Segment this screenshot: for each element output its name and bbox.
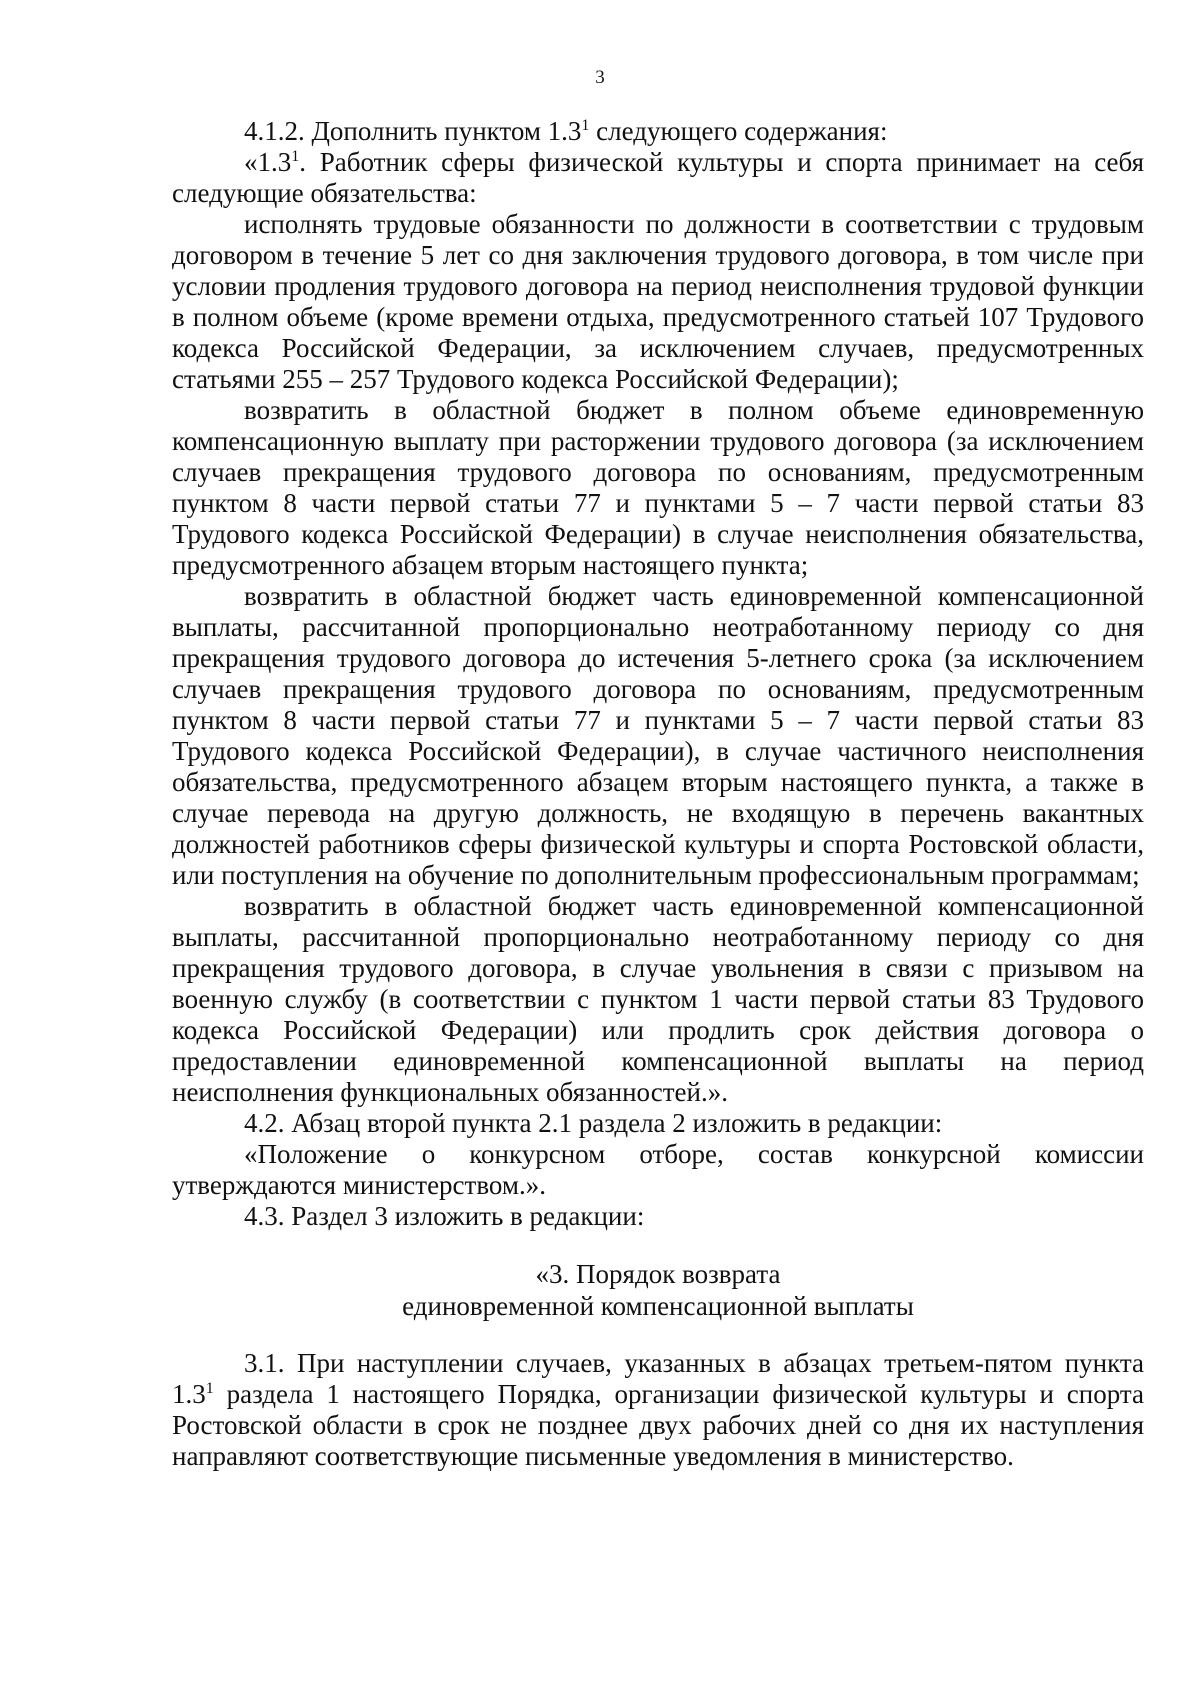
section-heading-line-1: «3. Порядок возврата xyxy=(535,1259,781,1289)
paragraph-3-1 xyxy=(172,1348,1144,1472)
paragraph-text: следующего содержания: xyxy=(589,116,888,146)
paragraph-1-3-1 xyxy=(172,147,1144,209)
superscript: 1 xyxy=(581,117,590,134)
obligation-paragraph-1: исполнять трудовые обязанности по должности в соответствии с трудовым договором в течение 5 лет со дня заключения трудового договора, в том числе при условии продления трудового договора на период неисполнения трудовой функции в полном объеме (кроме времени отдыха, предусмотренного статьей 107 Трудового кодекса Российской Федерации, за исключением случаев, предусмотренных статьями 255 – 257 Трудового кодекса Российской Федерации); xyxy=(172,209,1144,394)
page-number: 3 xyxy=(595,67,605,88)
paragraph-4-1-2 xyxy=(172,116,1144,147)
superscript: 1 xyxy=(205,1380,214,1397)
paragraph-text: 4.1.2. Дополнить пунктом 1.3 xyxy=(244,116,582,146)
obligation-paragraph-4: возвратить в областной бюджет часть единовременной компенсационной выплаты, рассчитанной пропорционально неотработанному периоду со дня прекращения трудового договора, в случае увольнения в связи с призывом на военную службу (в соответствии с пунктом 1 части первой статьи 83 Трудового кодекса Российской Федерации) или продлить срок действия договора о предоставлении единовременной компенсационной выплаты на период неисполнения функциональных обязанностей.». xyxy=(172,891,1144,1107)
paragraph-text: «1.3 xyxy=(244,147,292,177)
section-heading-line-2: единовременной компенсационной выплаты xyxy=(402,1291,914,1321)
superscript: 1 xyxy=(291,148,300,165)
obligation-paragraph-2: возвратить в областной бюджет в полном объеме единовременную компенсационную выплату при расторжении трудового договора (за исключением случаев прекращения трудового договора по основаниям, предусмотренным пунктом 8 части первой статьи 77 и пунктами 5 – 7 части первой статьи 83 Трудового кодекса Российской Федерации) в случае неисполнения обязательства, предусмотренного абзацем вторым настоящего пункта; xyxy=(172,395,1144,580)
document-body xyxy=(172,116,1144,1472)
paragraph-text: раздела 1 настоящего Порядка, организации физической культуры и спорта Ростовской области в срок не позднее двух рабочих дней со дня их наступления направляют соответствующие письменные уведомления в министерство. xyxy=(172,1379,1144,1471)
paragraph-text: . Работник сферы физической культуры и спорта принимает на себя следующие обязательства: xyxy=(172,147,1144,208)
obligation-paragraph-3: возвратить в областной бюджет часть единовременной компенсационной выплаты, рассчитанной пропорционально неотработанному периоду со дня прекращения трудового договора до истечения 5-летнего срока (за исключением случаев прекращения трудового договора по основаниям, предусмотренным пунктом 8 части первой статьи 77 и пунктами 5 – 7 части первой статьи 83 Трудового кодекса Российской Федерации), в случае частичного неисполнения обязательства, предусмотренного абзацем вторым настоящего пункта, а также в случае перевода на другую должность, не входящую в перечень вакантных должностей работников сферы физической культуры и спорта Ростовской области, или поступления на обучение по дополнительным профессиональным программам; xyxy=(172,581,1144,890)
paragraph-regulation-quote: «Положение о конкурсном отборе, состав конкурсной комиссии утверждаются министерством.». xyxy=(172,1139,1144,1200)
section-3-heading xyxy=(172,1258,1144,1322)
paragraph-text: 3.1. При наступлении случаев, указанных в абзацах третьем-пятом пункта 1.3 xyxy=(172,1348,1144,1409)
paragraph-4-2: 4.2. Абзац второй пункта 2.1 раздела 2 изложить в редакции: xyxy=(244,1108,943,1138)
paragraph-4-3: 4.3. Раздел 3 изложить в редакции: xyxy=(244,1201,645,1231)
